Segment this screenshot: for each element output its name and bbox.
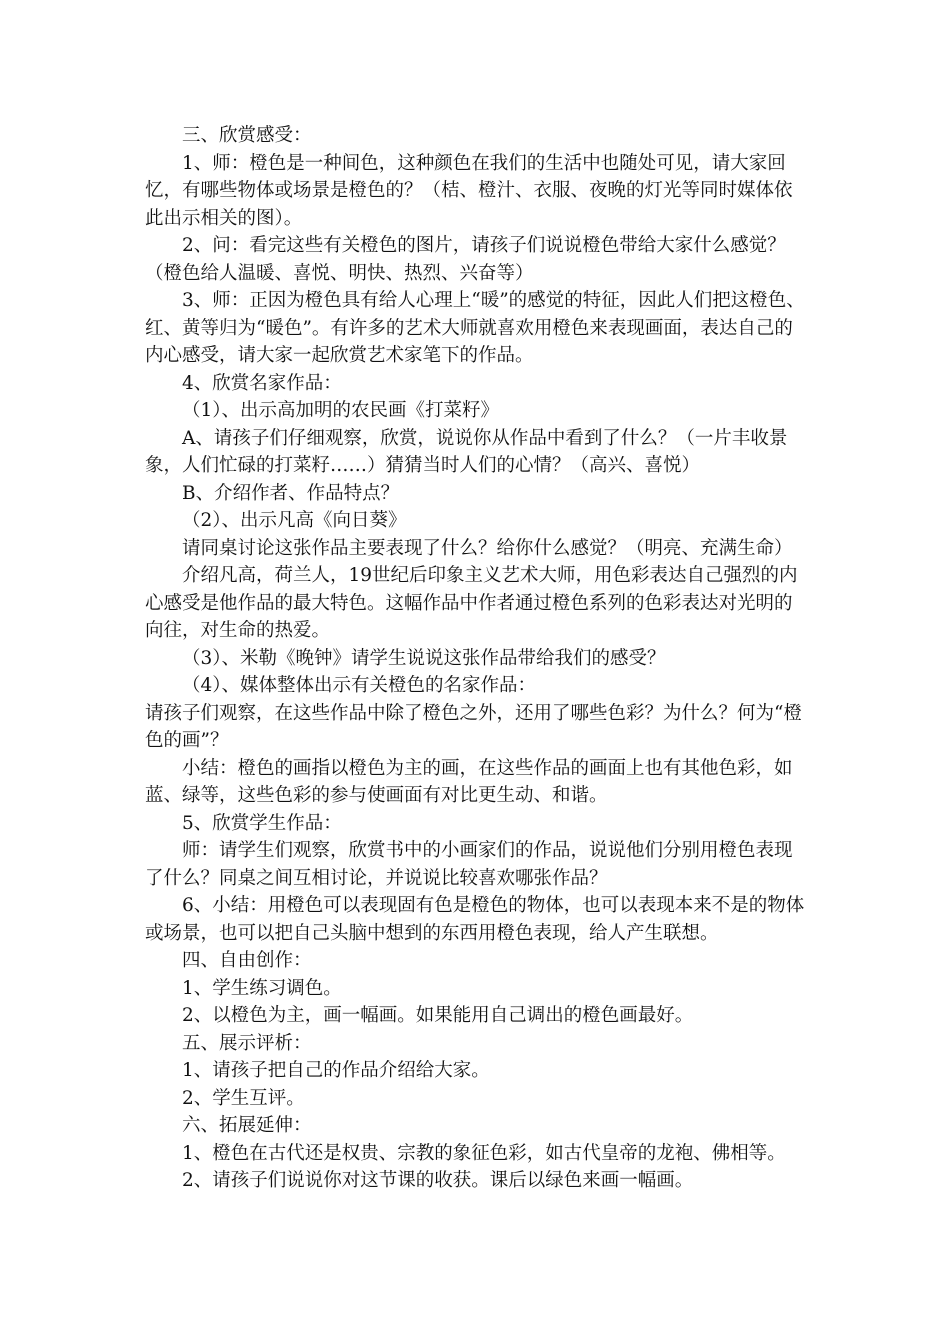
paragraph: 2、问：看完这些有关橙色的图片，请孩子们说说橙色带给大家什么感觉？（橙色给人温暖、喜悦、明快、热烈、兴奋等） <box>145 235 786 284</box>
paragraph: 1、学生练习调色。 <box>182 977 342 999</box>
paragraph: 三、欣赏感受： <box>182 125 312 146</box>
paragraph: 2、请孩子们说说你对这节课的收获。课后以绿色来画一幅画。 <box>182 1170 694 1191</box>
paragraph: 5、欣赏学生作品： <box>182 812 342 834</box>
paragraph: 介绍凡高，荷兰人，19世纪后印象主义艺术大师，用色彩表达自己强烈的内心感受是他作品的最大特色。这幅作品中作者通过橙色系列的色彩表达对光明的向往，对生命的热爱。 <box>145 565 798 641</box>
paragraph: 1、师：橙色是一种间色，这种颜色在我们的生活中也随处可见，请大家回忆，有哪些物体或场景是橙色的？（桔、橙汁、衣服、夜晚的灯光等同时媒体依此出示相关的图）。 <box>145 152 793 229</box>
document-body <box>145 122 810 1195</box>
paragraph: 2、以橙色为主，画一幅画。如果能用自己调出的橙色画最好。 <box>182 1005 694 1026</box>
paragraph: 五、展示评析： <box>182 1032 312 1054</box>
paragraph: 2、学生互评。 <box>182 1087 305 1109</box>
paragraph: （2）、出示凡高《向日葵》 <box>182 510 407 531</box>
paragraph: 1、橙色在古代还是权贵、宗教的象征色彩，如古代皇帝的龙袍、佛相等。 <box>182 1142 786 1164</box>
paragraph: 1、请孩子把自己的作品介绍给大家。 <box>182 1060 490 1081</box>
paragraph: A、请孩子们仔细观察，欣赏，说说你从作品中看到了什么？（一片丰收景象，人们忙碌的打菜籽……）猜猜当时人们的心情？（高兴、喜悦） <box>145 427 788 476</box>
paragraph: 小结：橙色的画指以橙色为主的画，在这些作品的画面上也有其他色彩，如蓝、绿等，这些色彩的参与使画面有对比更生动、和谐。 <box>145 757 793 806</box>
paragraph: （3）、米勒《晚钟》请学生说说这张作品带给我们的感受？ <box>182 647 666 669</box>
paragraph: 师：请学生们观察，欣赏书中的小画家们的作品，说说他们分别用橙色表现了什么？同桌之间互相讨论，并说说比较喜欢哪张作品？ <box>145 840 793 889</box>
paragraph: 4、欣赏名家作品： <box>182 372 342 394</box>
paragraph: 六、拓展延伸： <box>182 1115 312 1136</box>
paragraph: 3、师：正因为橙色具有给人心理上“暖”的感觉的特征，因此人们把这橙色、红、黄等归为“暖色”。有许多的艺术大师就喜欢用橙色来表现画面，表达自己的内心感受，请大家一起欣赏艺术家笔下的作品。 <box>145 290 805 366</box>
paragraph: 请孩子们观察，在这些作品中除了橙色之外，还用了哪些色彩？为什么？何为“橙色的画”？ <box>145 702 802 751</box>
paragraph: （4）、媒体整体出示有关橙色的名家作品： <box>182 675 537 696</box>
paragraph: （1）、出示高加明的农民画《打菜籽》 <box>182 400 500 421</box>
paragraph: 6、小结：用橙色可以表现固有色是橙色的物体，也可以表现本来不是的物体或场景，也可以把自己头脑中想到的东西用橙色表现，给人产生联想。 <box>145 895 805 944</box>
paragraph: 请同桌讨论这张作品主要表现了什么？给你什么感觉？（明亮、充满生命） <box>182 537 793 559</box>
paragraph: B、介绍作者、作品特点？ <box>182 482 400 504</box>
paragraph: 四、自由创作： <box>182 950 312 971</box>
